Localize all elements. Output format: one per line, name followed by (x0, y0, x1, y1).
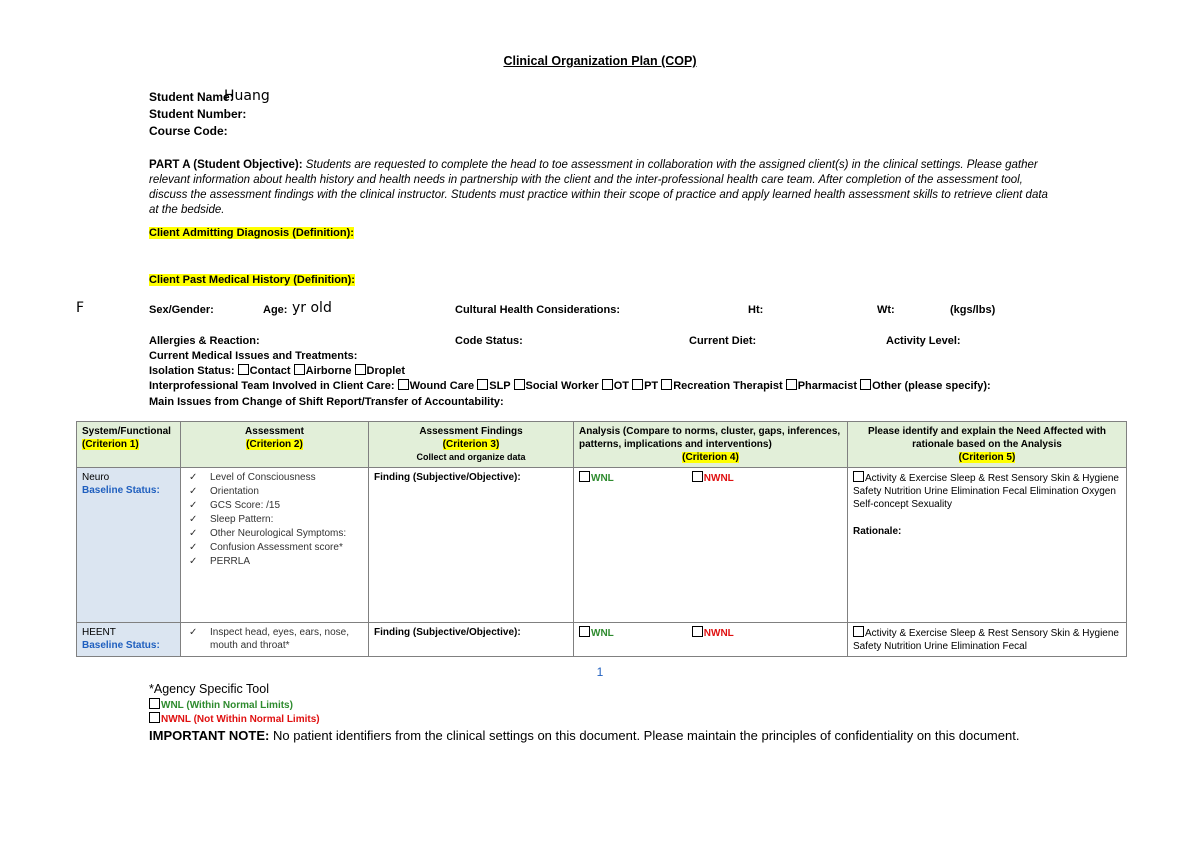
page-number: 1 (596, 665, 604, 679)
isolation-contact: Contact (249, 365, 291, 377)
system-heent: HEENT Baseline Status: (77, 623, 181, 657)
cultural-label: Cultural Health Considerations: (455, 304, 621, 316)
team-pharmacist: Pharmacist (797, 380, 857, 392)
finding-neuro[interactable]: Finding (Subjective/Objective): (369, 468, 574, 623)
checkbox-icon[interactable] (398, 379, 409, 390)
code-status-label: Code Status: (455, 335, 523, 347)
student-name-value[interactable]: Huang (224, 88, 270, 104)
checkbox-icon[interactable] (632, 379, 643, 390)
agency-note: *Agency Specific Tool (149, 682, 269, 696)
checkbox-icon[interactable] (786, 379, 797, 390)
checkmark-icon: ✓ (189, 500, 198, 511)
nwnl-option: NWNL (703, 628, 734, 639)
admitting-diagnosis-label: Client Admitting Diagnosis (Definition): (149, 227, 354, 239)
team-row (149, 379, 991, 393)
part-a-paragraph (149, 158, 1054, 218)
checkbox-icon[interactable] (602, 379, 613, 390)
checkbox-icon (853, 471, 864, 482)
need-heent (848, 623, 1127, 657)
checkbox-icon[interactable] (579, 471, 590, 482)
assessment-neuro (181, 468, 369, 623)
team-pt: PT (644, 380, 659, 392)
checkbox-icon[interactable] (661, 379, 672, 390)
table-row (77, 468, 1127, 623)
table-row (77, 623, 1127, 657)
checkbox-icon[interactable] (238, 364, 249, 375)
wnl-option: WNL (591, 473, 614, 484)
criterion-2-label: (Criterion 2) (246, 439, 303, 450)
assessment-table (76, 421, 1127, 657)
part-a-label: PART A (Student Objective): (149, 159, 303, 171)
need-neuro (848, 468, 1127, 623)
list-item: ✓ Other Neurological Symptoms: (189, 528, 347, 539)
isolation-droplet: Droplet (366, 365, 406, 377)
assessment-heent (181, 623, 369, 657)
needs-checklist[interactable]: Activity & Exercise Sleep & Rest Sensory Skin & Hygiene Safety Nutrition Urine Elimination Fecal (853, 628, 1119, 652)
important-note-label: IMPORTANT NOTE: (149, 728, 270, 743)
table-header-row (77, 422, 1127, 468)
list-item: ✓ GCS Score: /15 (189, 500, 281, 511)
team-slp: SLP (489, 380, 511, 392)
student-number-label: Student Number: (149, 107, 247, 121)
analysis-heent (574, 623, 848, 657)
team-recreation-therapist: Recreation Therapist (673, 380, 783, 392)
header-analysis: Analysis (Compare to norms, cluster, gaps, inferences, patterns, implications and interventions) (Criterion 4) (574, 422, 848, 468)
checkbox-icon[interactable] (579, 626, 590, 637)
criterion-3-label: (Criterion 3) (442, 439, 500, 450)
system-neuro: Neuro Baseline Status: (77, 468, 181, 623)
team-label: Interprofessional Team Involved in Client Care: (149, 380, 395, 392)
finding-heent[interactable]: Finding (Subjective/Objective): (369, 623, 574, 657)
isolation-label: Isolation Status: (149, 365, 235, 377)
criterion-1-label: (Criterion 1) (82, 439, 139, 450)
wnl-option: WNL (591, 628, 614, 639)
baseline-status-label: Baseline Status: (82, 640, 160, 651)
weight-units: (kgs/lbs) (950, 304, 996, 316)
team-wound-care: Wound Care (409, 380, 475, 392)
header-need: Please identify and explain the Need Affected with rationale based on the Analysis (Criterion 5) (848, 422, 1127, 468)
checkbox-icon[interactable] (514, 379, 525, 390)
list-item: ✓ Inspect head, eyes, ears, nose, mouth and throat* (189, 627, 349, 651)
header-findings: Assessment Findings (Criterion 3) Collect and organize data (369, 422, 574, 468)
student-name-label: Student Name: (149, 90, 234, 104)
wnl-legend: WNL (Within Normal Limits) (149, 698, 1049, 711)
checkmark-icon: ✓ (189, 486, 198, 497)
important-note (149, 727, 1029, 745)
nwnl-legend: NWNL (Not Within Normal Limits) (149, 712, 1049, 725)
checkbox-icon (853, 626, 864, 637)
checkmark-icon: ✓ (189, 528, 198, 539)
list-item: ✓ Sleep Pattern: (189, 514, 274, 525)
important-note-text: No patient identifiers from the clinical settings on this document. Please maintain the principles of confidentiality on this document. (272, 728, 1020, 743)
checkbox-icon (149, 712, 160, 723)
criterion-4-label: (Criterion 4) (682, 452, 739, 463)
isolation-airborne: Airborne (305, 365, 352, 377)
current-diet-label: Current Diet: (689, 335, 757, 347)
checkbox-icon[interactable] (355, 364, 366, 375)
header-assessment: Assessment (Criterion 2) (181, 422, 369, 468)
activity-level-label: Activity Level: (886, 335, 961, 347)
checkbox-icon[interactable] (692, 626, 703, 637)
shift-report-label: Main Issues from Change of Shift Report/Transfer of Accountability: (149, 396, 504, 408)
checkbox-icon[interactable] (860, 379, 871, 390)
checkmark-icon: ✓ (189, 542, 198, 553)
nwnl-option: NWNL (703, 473, 734, 484)
sex-label: Sex/Gender: (149, 304, 214, 316)
team-ot: OT (613, 380, 630, 392)
list-item: ✓ Orientation (189, 486, 259, 497)
margin-letter: F (76, 300, 85, 316)
past-history-label: Client Past Medical History (Definition): (149, 274, 355, 286)
allergies-label: Allergies & Reaction: (149, 335, 260, 347)
checkmark-icon: ✓ (189, 514, 198, 525)
needs-checklist[interactable]: Activity & Exercise Sleep & Rest Sensory Skin & Hygiene Safety Nutrition Urine Elimination Fecal Elimination Oxygen Self-concept Sexuality (853, 473, 1119, 510)
checkbox-icon[interactable] (477, 379, 488, 390)
height-label: Ht: (748, 304, 764, 316)
age-label: Age: (263, 304, 288, 316)
age-value[interactable]: yr old (292, 300, 332, 316)
list-item: ✓ PERRLA (189, 556, 251, 567)
criterion-5-label: (Criterion 5) (958, 452, 1016, 463)
student-name-row (149, 90, 234, 105)
checkmark-icon: ✓ (189, 627, 198, 638)
checkbox-icon[interactable] (692, 471, 703, 482)
baseline-status-label: Baseline Status: (82, 485, 160, 496)
course-code-label: Course Code: (149, 124, 228, 138)
part-a-text: Students are requested to complete the head to toe assessment in collaboration with the assigned client(s) in the clinical settings. Please gather relevant information about health history and health needs in partnership with the client and the inter-professional health care team. After completion of the assessment tool, discuss the assessment findings with the clinical instructor. Students must practice within their scope of practice and apply learned health assessment skills to retrieve client data at the bedside. (149, 159, 1048, 216)
list-item: ✓ Level of Consciousness (189, 472, 316, 483)
checkbox-icon[interactable] (294, 364, 305, 375)
rationale-label: Rationale: (853, 526, 902, 537)
analysis-neuro (574, 468, 848, 623)
weight-label: Wt: (877, 304, 895, 316)
medical-issues-label: Current Medical Issues and Treatments: (149, 350, 358, 362)
list-item: ✓ Confusion Assessment score* (189, 542, 343, 553)
team-social-worker: Social Worker (525, 380, 599, 392)
header-system: System/Functional (Criterion 1) (77, 422, 181, 468)
document-title: Clinical Organization Plan (COP) (503, 54, 697, 68)
checkbox-icon (149, 698, 160, 709)
team-other: Other (please specify): (872, 380, 991, 392)
checkmark-icon: ✓ (189, 472, 198, 483)
checkmark-icon: ✓ (189, 556, 198, 567)
isolation-row (149, 364, 405, 378)
